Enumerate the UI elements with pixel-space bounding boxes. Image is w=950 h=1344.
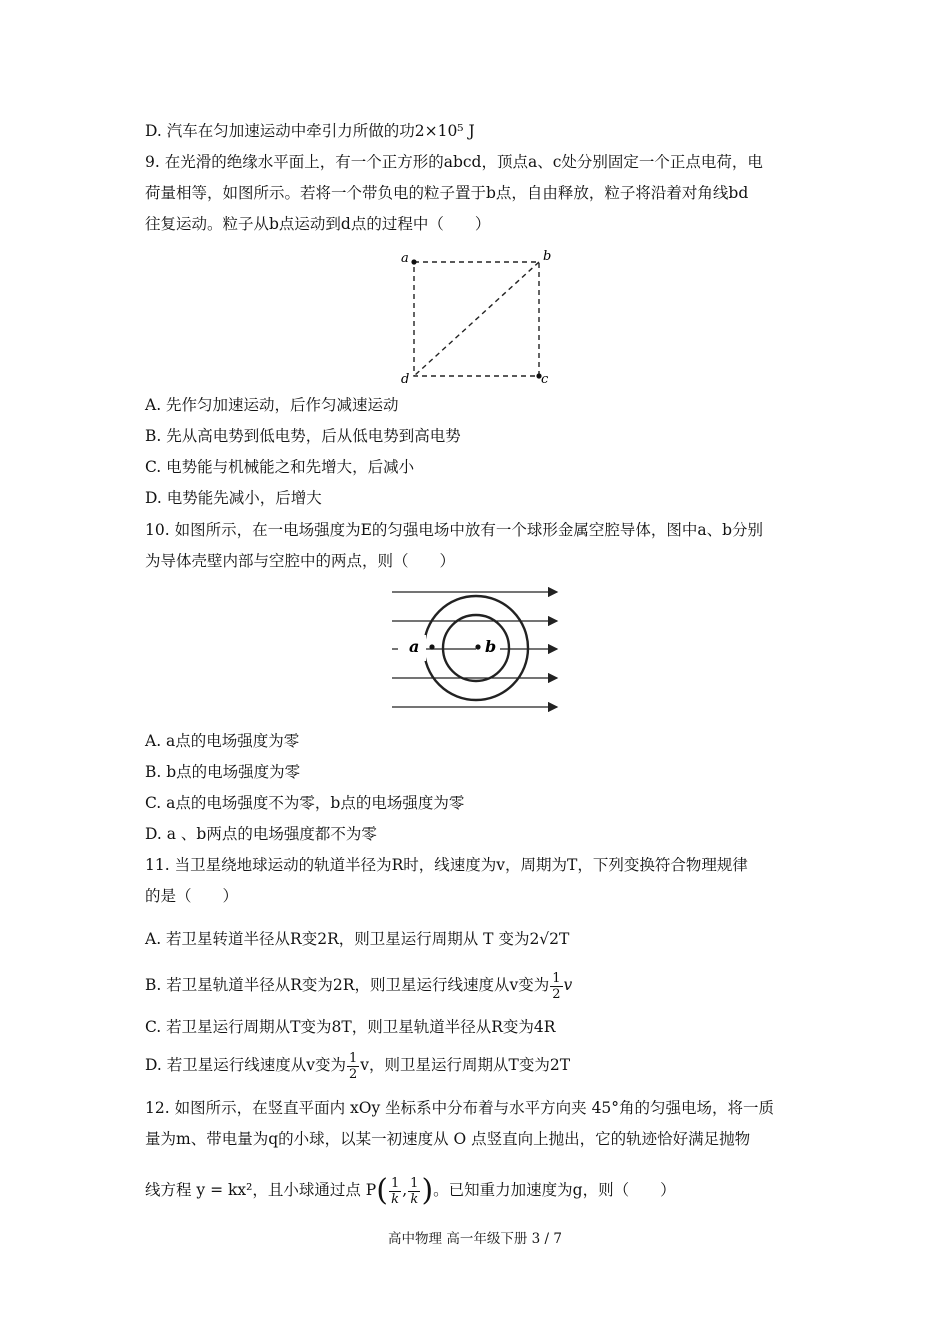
label-c: c <box>541 372 549 386</box>
q12-stem-line-1: 12. 如图所示，在竖直平面内 xOy 坐标系中分布着与水平方向夹 45°角的匀强电场，将一质 <box>145 1099 775 1117</box>
q11-option-b-text: B. 若卫星轨道半径从R变为2R，则卫星运行线速度从v变为 <box>145 976 550 994</box>
q10-option-d: D. a 、b两点的电场强度都不为零 <box>145 825 377 843</box>
q12-stem-line-2: 量为m、带电量为q的小球，以某一初速度从 O 点竖直向上抛出，它的轨迹恰好满足抛物 <box>145 1130 751 1148</box>
q11-stem-line-2: 的是（ ） <box>145 887 239 905</box>
label-a: a <box>401 251 409 266</box>
q8-option-d: D. 汽车在匀加速运动中牵引力所做的功2×10⁵ J <box>145 122 475 140</box>
q9-option-d: D. 电势能先减小，后增大 <box>145 489 322 507</box>
q10-stem-line-1: 10. 如图所示，在一电场强度为E的匀强电场中放有一个球形金属空腔导体，图中a、b分别 <box>145 521 764 539</box>
q10-option-b: B. b点的电场强度为零 <box>145 763 301 781</box>
q11-option-d: D. 若卫星运行线速度从v变为 $\frac{1}{2}$ v，则卫星运行周期从T变为2T <box>145 1050 571 1082</box>
q9-stem-line-3: 往复运动。粒子从b点运动到d点的过程中（ ） <box>145 215 491 233</box>
q11-option-d-text: D. 若卫星运行线速度从v变为 <box>145 1056 346 1074</box>
fraction-one-half: $\frac{1}{2}$ <box>349 1050 358 1082</box>
q9-option-c: C. 电势能与机械能之和先增大，后减小 <box>145 458 415 476</box>
q9-stem-line-1: 9. 在光滑的绝缘水平面上，有一个正方形的abcd，顶点a、c处分别固定一个正点电荷，电 <box>145 153 763 171</box>
q11-option-b: B. 若卫星轨道半径从R变为2R，则卫星运行线速度从v变为 $\frac{1}{2}$ v <box>145 970 573 1002</box>
point-p-x: $\frac{1}{k}$ <box>390 1175 400 1207</box>
label-b: b <box>485 637 497 656</box>
point-a <box>429 644 434 649</box>
page-footer: 高中物理 高一年级下册 3 / 7 <box>388 1231 562 1247</box>
label-d: d <box>401 372 410 386</box>
q10-stem-line-2: 为导体壳壁内部与空腔中的两点，则（ ） <box>145 552 456 570</box>
charge-a <box>411 259 416 264</box>
point-p-y: $\frac{1}{k}$ <box>410 1175 419 1207</box>
diagonal-bd <box>414 262 539 376</box>
fraction-one-half: $\frac{1}{2}$ <box>552 970 561 1002</box>
q11-option-c: C. 若卫星运行周期从T变为8T，则卫星轨道半径从R变为4R <box>145 1018 556 1036</box>
q11-option-a: A. 若卫星转道半径从R变2R，则卫星运行周期从 T 变为2√2T <box>145 930 570 948</box>
q9-square-diagram <box>398 248 558 386</box>
q9-stem-line-2: 荷量相等，如图所示。若将一个带负电的粒子置于b点，自由释放，粒子将沿着对角线bd <box>145 184 749 202</box>
q11-stem-line-1: 11. 当卫星绕地球运动的轨道半径为R时，线速度为v，周期为T，下列变换符合物理规律 <box>145 856 748 874</box>
point-b <box>475 644 480 649</box>
q9-option-b: B. 先从高电势到低电势，后从低电势到高电势 <box>145 427 461 445</box>
q12-stem-line-3: 线方程 y = kx²，且小球通过点 P( $\frac{1}{k}$ , $\frac{1}{k}$ )。已知重力加速度为g，则（ ） <box>145 1173 676 1208</box>
q10-option-c: C. a点的电场强度不为零，b点的电场强度为零 <box>145 794 465 812</box>
q9-option-a: A. 先作匀加速运动，后作匀减速运动 <box>145 396 399 414</box>
label-a: a <box>409 637 420 656</box>
q10-option-a: A. a点的电场强度为零 <box>145 732 300 750</box>
q10-conductor-diagram <box>392 585 562 715</box>
label-b: b <box>543 249 552 264</box>
